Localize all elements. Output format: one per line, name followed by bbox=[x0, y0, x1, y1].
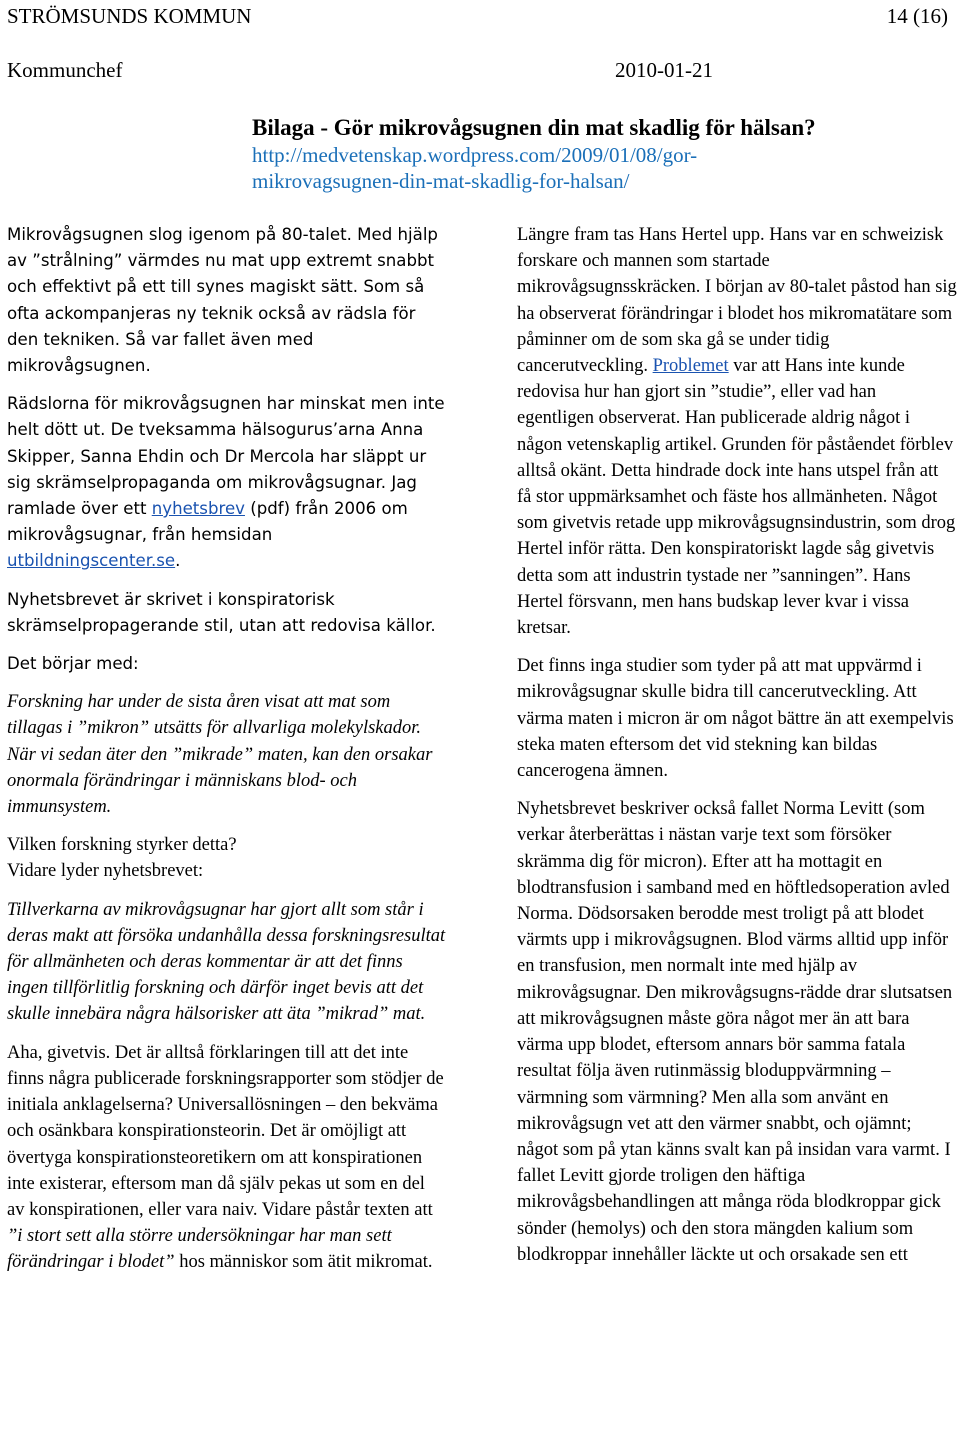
text-segment: var att Hans inte kunde redovisa hur han gjort sin ”studie”, eller vad han egentligen observerat. Han publicerade aldrig något i någon vetenskaplig artikel. Grunden för påståendet förblev alltså okänt. Detta hindrade dock inte hans utspel från att få stor uppmärksamhet och fäste hos allmänheten. Något som givetvis retade upp mikrovågsugnsindustrin, som drog Hertel inför rätta. Den konspiratoriskt lagde såg givetvis detta som att industrin tystade ner ”sanningen”. Hans Hertel försvann, men hans budskap lever kvar i vissa kretsar. bbox=[517, 356, 956, 639]
text-segment: hos människor som ätit mikromat. bbox=[174, 1252, 433, 1273]
author-role: Kommunchef bbox=[7, 58, 123, 82]
quote-inline: ”i stort sett alla större undersökningar har man sett förändringar i blodet” bbox=[7, 1226, 392, 1273]
attachment-title: Bilaga - Gör mikrovågsugnen din mat skadlig för hälsan? bbox=[252, 115, 816, 140]
document-date: 2010-01-21 bbox=[615, 58, 713, 82]
attachment-title-block bbox=[252, 113, 952, 194]
paragraph: Nyhetsbrevet beskriver också fallet Norma Levitt (som verkar återberättas i nästan varje text som försöker skrämma dig för micron). Efter att ha mottagit en blodtransfusion i samband med en höftledsoperation avled Norma. Dödsorsaken berodde mest troligt på att blodet värmts upp i mikrovågsugnen. Blod värms alltid upp inför en transfusion, men normalt inte med hjälp av mikrovågsugnar. Den mikrovågsugns-rädde drar slutsatsen att mikrovågsugnen måste göra något mer än att bara värma upp blodet, eftersom annars bör samma fatala resultat följa även rutinmässig bloduppvärmning – värmning som värmning? Men alla som använt en mikrovågsugn vet att den värmer snabbt, och ojämnt; något som på ytan känns svalt kan på insidan vara varmt. I fallet Levitt gjorde troligen den häftiga mikrovågsbehandlingen att många röda blodkroppar gick sönder (hemolys) och den stora mängden kalium som blodkroppar innehåller läckte ut och orsakade sen ett bbox=[517, 799, 953, 1265]
text-segment: (pdf) från 2006 om mikrovågsugnar, från hemsidan bbox=[7, 499, 408, 545]
paragraph: Vilken forskning styrker detta? bbox=[7, 835, 237, 856]
source-url-line-2[interactable]: mikrovagsugnen-din-mat-skadlig-for-halsan/ bbox=[252, 169, 630, 193]
quote: Tillverkarna av mikrovågsugnar har gjort allt som står i deras makt att försöka undanhålla dessa forskningsresultat för allmänheten och deras kommentar är att det finns ingen tillförlitlig forskning och därför inget bevis att det skulle innebära några hälsorisker att äta ”mikrad” mat. bbox=[7, 899, 446, 1025]
paragraph: Mikrovågsugnen slog igenom på 80-talet. Med hjälp av ”strålning” värmdes nu mat upp extremt snabbt och effektivt på ett till synes magiskt sätt. Som så ofta ackompanjeras ny teknik också av rädsla för den tekniken. Så var fallet även med mikrovågsugnen. bbox=[7, 225, 438, 376]
source-url-line-1[interactable]: http://medvetenskap.wordpress.com/2009/01/08/gor- bbox=[252, 143, 698, 167]
paragraph bbox=[7, 1040, 447, 1276]
paragraph: Det finns inga studier som tyder på att mat uppvärmd i mikrovågsugnar skulle bidra till cancerutveckling. Att värma maten i micron är om något bättre än att exempelvis steka maten eftersom det vid stekning kan bildas cancerogena ämnen. bbox=[517, 656, 954, 782]
paragraph: Vidare lyder nyhetsbrevet: bbox=[7, 861, 204, 882]
org-name: STRÖMSUNDS KOMMUN bbox=[7, 4, 252, 28]
text-segment: Rädslorna för mikrovågsugnen har minskat men inte helt dött ut. De tveksamma hälsogurus’arna Anna Skipper, Sanna Ehdin och Dr Mercola har släppt ur sig skrämselpropaganda om mikrovågsugnar. Jag ramlade över ett bbox=[7, 394, 445, 519]
page-number: 14 (16) bbox=[886, 4, 948, 28]
right-column bbox=[517, 222, 957, 1280]
paragraph: Det börjar med: bbox=[7, 654, 139, 674]
problemet-link[interactable]: Problemet bbox=[652, 356, 729, 377]
paragraph bbox=[517, 222, 957, 641]
text-segment: Längre fram tas Hans Hertel upp. Hans var en schweizisk forskare och mannen som startade mikrovågsugnsskräcken. I början av 80-talet påstod han sig ha observerat förändringar i blodet hos mikromatätare som påminner om de som ska gå se under tidig cancerutveckling. bbox=[517, 225, 957, 377]
text-segment: . bbox=[175, 551, 181, 571]
paragraph bbox=[7, 391, 447, 574]
newsletter-link[interactable]: nyhetsbrev bbox=[151, 499, 245, 519]
quote: Forskning har under de sista åren visat att mat som tillagas i ”mikron” utsätts för allvarliga molekylskador. När vi sedan äter den ”mikrade” maten, kan den orsakar onormala förändringar i människans blod- och immunsystem. bbox=[7, 692, 433, 818]
utbildningscenter-link[interactable]: utbildningscenter.se bbox=[7, 551, 176, 571]
paragraph: Nyhetsbrevet är skrivet i konspiratorisk skrämselpropagerande stil, utan att redovisa källor. bbox=[7, 589, 436, 635]
left-column bbox=[7, 222, 447, 1288]
text-segment: Aha, givetvis. Det är alltså förklaringen till att det inte finns några publicerade forskningsrapporter som stödjer de initiala anklagelserna? Universallösningen – den bekväma och osänkbara konspirationsteorin. Det är omöjligt att övertyga konspirationsteoretikern om att konspirationen inte existerar, eftersom man då själv pekas ut som en del av konspirationen, eller vara naiv. Vidare påstår texten att bbox=[7, 1042, 444, 1220]
